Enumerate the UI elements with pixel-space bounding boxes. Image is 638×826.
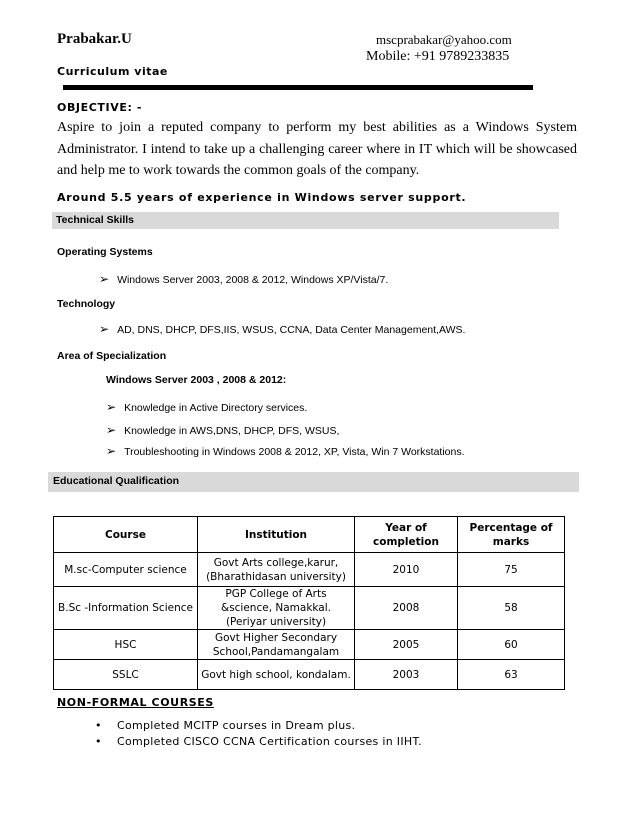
course-cell: SSLC xyxy=(54,660,198,690)
institution-cell: Govt Arts college,karur, (Bharathidasan university) xyxy=(198,553,355,587)
percent-cell: 75 xyxy=(458,553,565,587)
column-header: Institution xyxy=(198,517,355,553)
specialization-label: Area of Specialization xyxy=(57,350,167,362)
specialization-subheading: Windows Server 2003 , 2008 & 2012: xyxy=(106,374,287,386)
table-row xyxy=(54,630,565,660)
year-cell: 2008 xyxy=(355,587,458,630)
specialization-item: ➢ Knowledge in AWS,DNS, DHCP, DFS, WSUS, xyxy=(106,423,340,437)
institution-cell: Govt Higher Secondary School,Pandamangalam xyxy=(198,630,355,660)
arrow-bullet-icon: ➢ xyxy=(106,444,117,458)
technology-label: Technology xyxy=(57,298,116,310)
technical-skills-band xyxy=(52,212,559,229)
non-formal-heading: NON-FORMAL COURSES xyxy=(57,696,214,709)
arrow-bullet-icon: ➢ xyxy=(99,272,110,286)
operating-systems-item: ➢ Windows Server 2003, 2008 & 2012, Windows XP/Vista/7. xyxy=(99,272,389,286)
column-header: Year of completion xyxy=(355,517,458,553)
specialization-item: ➢ Troubleshooting in Windows 2008 & 2012, XP, Vista, Win 7 Workstations. xyxy=(106,444,465,458)
institution-cell: PGP College of Arts &science, Namakkal. (Periyar university) xyxy=(198,587,355,630)
table-row xyxy=(54,587,565,630)
table-row xyxy=(54,660,565,690)
course-cell: M.sc-Computer science xyxy=(54,553,198,587)
year-cell: 2003 xyxy=(355,660,458,690)
cv-title: Curriculum vitae xyxy=(57,65,168,78)
candidate-name: Prabakar.U xyxy=(57,31,132,47)
header-divider xyxy=(63,85,533,90)
percent-cell: 60 xyxy=(458,630,565,660)
specialization-item: ➢ Knowledge in Active Directory services. xyxy=(106,400,308,414)
objective-text: Aspire to join a reputed company to perform my best abilities as a Windows System Administrator. I intend to take up a challenging career where in IT which will be showcased and help me to work towards the common goals of the company. xyxy=(57,120,577,178)
arrow-bullet-icon: ➢ xyxy=(106,400,117,414)
course-cell: B.Sc -Information Science xyxy=(54,587,198,630)
arrow-bullet-icon: ➢ xyxy=(99,322,110,336)
education-heading: Educational Qualification xyxy=(53,475,180,487)
column-header: Course xyxy=(54,517,198,553)
table-row xyxy=(54,553,565,587)
course-cell: HSC xyxy=(54,630,198,660)
list-item: • Completed MCITP courses in Dream plus. xyxy=(95,719,356,732)
percent-cell: 58 xyxy=(458,587,565,630)
technical-skills-heading: Technical Skills xyxy=(56,214,135,226)
column-header: Percentage of marks xyxy=(458,517,565,553)
year-cell: 2005 xyxy=(355,630,458,660)
objective-heading: OBJECTIVE: - xyxy=(57,101,143,114)
year-cell: 2010 xyxy=(355,553,458,587)
education-table xyxy=(53,516,565,690)
table-header-row xyxy=(54,517,565,553)
technology-item: ➢ AD, DNS, DHCP, DFS,IIS, WSUS, CCNA, Data Center Management,AWS. xyxy=(99,322,466,336)
list-item: • Completed CISCO CCNA Certification courses in IIHT. xyxy=(95,735,422,748)
mobile-number: Mobile: +91 9789233835 xyxy=(366,49,510,64)
education-band xyxy=(48,472,579,492)
arrow-bullet-icon: ➢ xyxy=(106,423,117,437)
experience-summary: Around 5.5 years of experience in Windows server support. xyxy=(57,191,467,204)
email-address: mscprabakar@yahoo.com xyxy=(376,32,512,47)
bullet-dot-icon: • xyxy=(95,719,102,732)
bullet-dot-icon: • xyxy=(95,735,102,748)
institution-cell: Govt high school, kondalam. xyxy=(198,660,355,690)
percent-cell: 63 xyxy=(458,660,565,690)
operating-systems-label: Operating Systems xyxy=(57,246,153,258)
